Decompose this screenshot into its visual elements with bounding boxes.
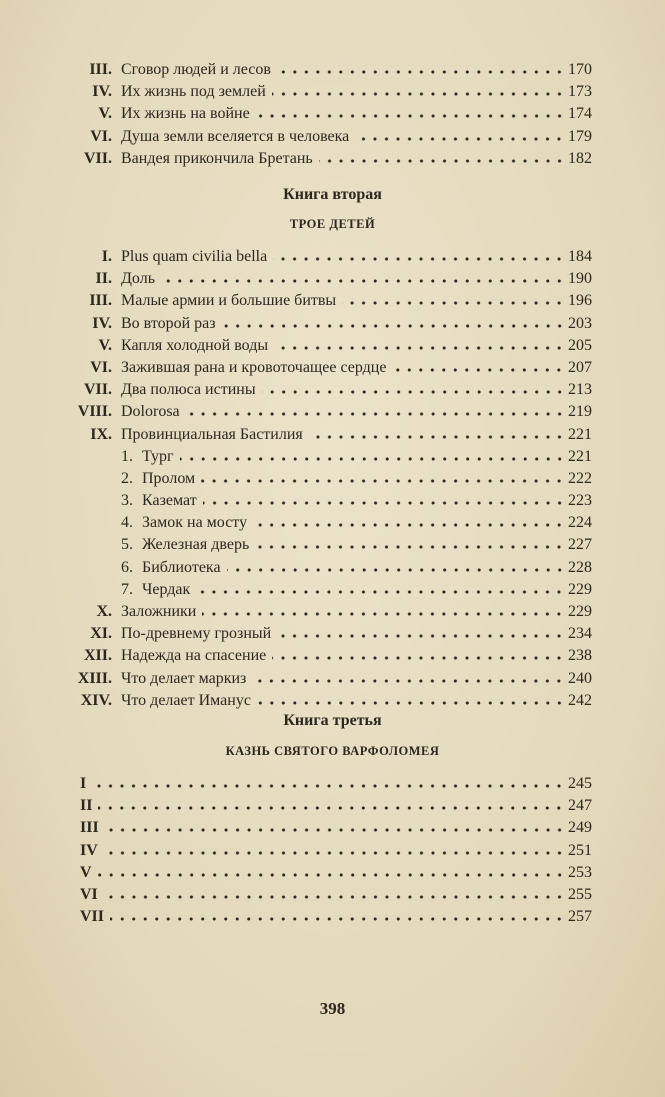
entry-number: III. [89, 292, 112, 310]
entry-page: 184 [568, 248, 592, 265]
dot-leader [272, 92, 565, 96]
toc-entry [72, 623, 592, 645]
entry-title: Железная дверь [142, 536, 250, 554]
entry-page: 221 [568, 425, 592, 443]
entry-title: Plus quam civilia bella [121, 248, 268, 265]
entry-page: 196 [568, 292, 592, 310]
dot-leader [252, 679, 565, 683]
toc-entry [72, 645, 592, 667]
toc-entry [72, 126, 592, 148]
entry-page: 242 [568, 691, 592, 709]
entry-title: Два полюса истины [121, 381, 256, 399]
entry-number: I [80, 775, 87, 792]
entry-title: Каземат [142, 492, 197, 510]
book-three-heading: Книга третья [283, 712, 382, 729]
entry-page: 190 [568, 270, 592, 288]
entry-title: Зажившая рана и кровоточащее сердце [121, 358, 387, 376]
entry-number: IV. [92, 314, 112, 332]
dot-leader [277, 634, 565, 638]
entry-number: III [80, 819, 99, 837]
toc-entry [72, 906, 592, 928]
entry-number: V. [98, 336, 112, 354]
entry-number: 7. [121, 580, 133, 598]
entry-page: 229 [568, 580, 592, 598]
toc-book-two [72, 246, 592, 712]
entry-number: III. [89, 61, 112, 78]
entry-number: VII. [83, 381, 112, 399]
toc-section-a [72, 59, 592, 170]
entry-number: VI. [90, 358, 112, 376]
entry-number: VIII. [77, 403, 112, 421]
entry-title: Чердак [142, 580, 191, 598]
entry-number: IV [80, 841, 98, 859]
entry-title: Dolorosa [121, 403, 180, 421]
entry-page: 247 [568, 797, 592, 815]
dot-leader [273, 257, 565, 261]
entry-number: VI. [90, 127, 112, 145]
toc-entry [72, 81, 592, 103]
entry-page: 213 [568, 381, 592, 399]
dot-leader [203, 501, 565, 505]
entry-number: VII [80, 908, 105, 926]
entry-title: Что делает Иманус [121, 691, 251, 709]
entry-title: Надежда на спасение [121, 647, 267, 665]
toc-entry [72, 668, 592, 690]
toc-entry [72, 557, 592, 579]
toc-entry [72, 313, 592, 335]
dot-leader [222, 324, 565, 328]
dot-leader [186, 412, 565, 416]
dot-leader [202, 612, 565, 616]
entry-page: 170 [568, 61, 592, 78]
book-two-subtitle: ТРОЕ ДЕТЕЙ [289, 217, 376, 231]
entry-number: XIII. [77, 669, 112, 687]
entry-number: II. [95, 270, 112, 288]
dot-leader [104, 895, 565, 899]
entry-page: 240 [568, 669, 592, 687]
toc-entry [72, 817, 592, 839]
toc-entry [72, 424, 592, 446]
entry-title: Заложники [121, 603, 197, 620]
toc-entry [72, 773, 592, 795]
toc-entry [72, 246, 592, 268]
dot-leader [253, 523, 565, 527]
entry-number: 1. [121, 447, 133, 465]
dot-leader [309, 435, 565, 439]
book-three-subtitle: КАЗНЬ СВЯТОГО ВАРФОЛОМЕЯ [225, 744, 440, 758]
entry-title: Провинциальная Бастилия [121, 425, 303, 443]
entry-title: Вандея прикончила Бретань [121, 149, 313, 167]
entry-number: XIV. [80, 691, 112, 709]
dot-leader [92, 784, 565, 788]
entry-title: Малые армии и большие битвы [121, 292, 337, 310]
entry-page: 257 [568, 908, 592, 926]
entry-title: Их жизнь на войне [121, 105, 250, 123]
toc-entry [72, 579, 592, 601]
dot-leader [319, 159, 565, 163]
toc-entry [72, 335, 592, 357]
entry-page: 219 [568, 403, 592, 421]
toc-entry [72, 357, 592, 379]
entry-title: Сговор людей и лесов [121, 61, 271, 78]
entry-page: 255 [568, 885, 592, 903]
toc-entry [72, 862, 592, 884]
entry-number: X. [96, 603, 112, 620]
entry-number: V [80, 863, 92, 881]
entry-title: Душа земли вселяется в человека [121, 127, 350, 145]
toc-entry [72, 446, 592, 468]
entry-title: Пролом [142, 469, 196, 487]
entry-page: 253 [568, 863, 592, 881]
entry-page: 251 [568, 841, 592, 859]
dot-leader [274, 346, 565, 350]
entry-page: 228 [568, 558, 592, 576]
entry-title: Тург [142, 447, 174, 465]
toc-entry [72, 401, 592, 423]
dot-leader [272, 656, 565, 660]
entry-title: Библиотека [142, 558, 221, 576]
entry-number: VI [80, 885, 98, 903]
entry-title: По-древнему грозный [121, 625, 272, 643]
toc-entry [72, 490, 592, 512]
entry-number: XI. [90, 625, 112, 643]
dot-leader [262, 390, 565, 394]
toc-entry [72, 690, 592, 712]
entry-page: 203 [568, 314, 592, 332]
dot-leader [277, 70, 565, 74]
dot-leader [201, 479, 565, 483]
entry-number: V. [98, 105, 112, 123]
entry-page: 221 [568, 447, 592, 465]
entry-title: Что делает маркиз [121, 669, 247, 687]
toc-entry [72, 103, 592, 125]
entry-number: 3. [121, 492, 133, 510]
toc-entry [72, 534, 592, 556]
dot-leader [110, 917, 565, 921]
entry-number: I. [101, 248, 112, 265]
dot-leader [227, 568, 565, 572]
toc-entry [72, 512, 592, 534]
entry-number: 2. [121, 469, 133, 487]
dot-leader [355, 137, 565, 141]
entry-page: 223 [568, 492, 592, 510]
toc-entry [72, 59, 592, 81]
entry-number: IV. [92, 83, 112, 101]
dot-leader [256, 114, 565, 118]
entry-page: 222 [568, 469, 592, 487]
dot-leader [255, 545, 565, 549]
entry-number: IX. [90, 425, 112, 443]
toc-entry [72, 379, 592, 401]
book-two-heading: Книга вторая [283, 186, 382, 203]
entry-title: Во второй раз [121, 314, 216, 332]
toc-entry [72, 468, 592, 490]
toc-entry [72, 601, 592, 623]
entry-title: Замок на мосту [142, 514, 248, 532]
entry-number: VII. [83, 149, 112, 167]
toc-entry [72, 148, 592, 170]
entry-page: 238 [568, 647, 592, 665]
entry-number: 6. [121, 558, 133, 576]
entry-number: XII. [83, 647, 112, 665]
toc-entry [72, 884, 592, 906]
entry-page: 227 [568, 536, 592, 554]
dot-leader [196, 590, 565, 594]
dot-leader [180, 457, 565, 461]
toc-entry [72, 290, 592, 312]
entry-number: II [80, 797, 93, 815]
dot-leader [392, 368, 565, 372]
toc-entry [72, 268, 592, 290]
entry-page: 249 [568, 819, 592, 837]
entry-number: 5. [121, 536, 133, 554]
page-number: 398 [319, 999, 346, 1018]
entry-page: 174 [568, 105, 592, 123]
entry-page: 224 [568, 514, 592, 532]
entry-title: Капля холодной воды [121, 336, 269, 354]
entry-page: 205 [568, 336, 592, 354]
entry-title: Их жизнь под землей [121, 83, 266, 101]
dot-leader [342, 301, 565, 305]
entry-page: 229 [568, 603, 592, 620]
toc-entry [72, 795, 592, 817]
entry-page: 173 [568, 83, 592, 101]
dot-leader [105, 828, 565, 832]
entry-title: Доль [121, 270, 155, 288]
entry-page: 179 [568, 127, 592, 145]
toc-book-three [72, 773, 592, 928]
dot-leader [98, 873, 565, 877]
entry-page: 234 [568, 625, 592, 643]
entry-page: 245 [568, 775, 592, 792]
dot-leader [257, 701, 565, 705]
dot-leader [161, 279, 565, 283]
entry-page: 182 [568, 149, 592, 167]
dot-leader [104, 851, 565, 855]
entry-page: 207 [568, 358, 592, 376]
toc-entry [72, 840, 592, 862]
dot-leader [98, 806, 565, 810]
entry-number: 4. [121, 514, 133, 532]
